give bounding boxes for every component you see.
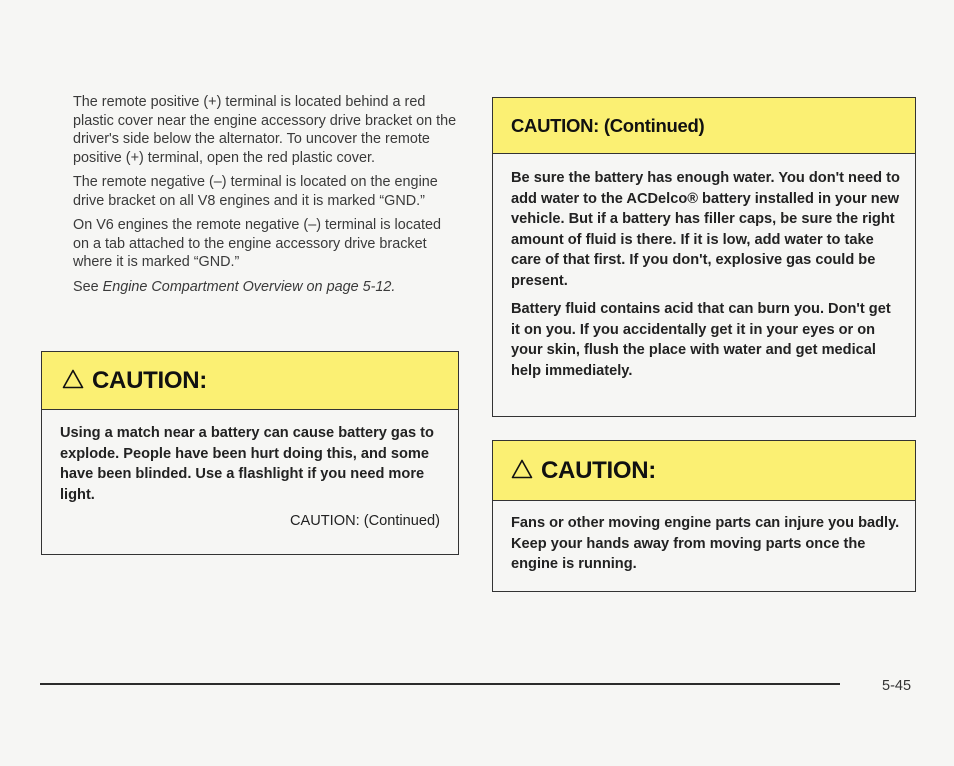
caution-header [493,98,915,154]
see-prefix: See [73,278,103,295]
caution-water-text: Be sure the battery has enough water. You don't need to add water to the ACDelco® battery installed in your new vehicle. But if a battery has filler caps, be sure the right amount of fluid is there. If it is low, add water to take care of that first. If you don't, explosive gas could be present. [511,170,900,289]
page-number: 5-45 [882,678,912,694]
caution-body [493,154,915,381]
caution-body [493,501,915,575]
engine-compartment-link[interactable]: Engine Compartment Overview on page 5-12. [102,278,396,295]
caution-acid-text: Battery fluid contains acid that can burn you. Don't get it on you. If you accidentally get it in your eyes or on your skin, flush the place with water and get medical help immediately. [511,301,891,379]
caution-continued-label: CAUTION: (Continued) [289,513,440,529]
remote-negative-v6-paragraph: On V6 engines the remote negative (–) terminal is located on a tab attached to the engine accessory drive bracket where it is marked “GND.” [73,217,441,270]
caution-title: CAUTION: [541,456,656,484]
footer-rule [40,683,840,685]
remote-negative-v8-paragraph: The remote negative (–) terminal is located on the engine drive bracket on all V8 engines and it is marked “GND.” [73,174,438,209]
caution-text: Using a match near a battery can cause battery gas to explode. People have been hurt doing this, and some have been blinded. Use a flashlight if you need more light. [60,425,434,503]
caution-header [42,352,458,410]
warning-triangle-icon [511,459,533,484]
caution-title: CAUTION: [92,366,207,394]
warning-triangle-icon [62,369,84,394]
caution-box-fans [492,440,916,592]
caution-box-continued [492,97,916,417]
caution-header [493,441,915,501]
caution-body [42,410,458,529]
remote-positive-paragraph: The remote positive (+) terminal is located behind a red plastic cover near the engine accessory drive bracket on the driver's side below the alternator. To uncover the remote positive (+) terminal, open the red plastic cover. [73,94,457,166]
see-reference [73,278,458,297]
left-column-text [73,93,458,302]
caution-fans-text: Fans or other moving engine parts can injure you badly. Keep your hands away from moving parts once the engine is running. [511,515,900,572]
caution-box-battery-match [41,351,459,555]
caution-continued-title: CAUTION: (Continued) [511,114,705,136]
